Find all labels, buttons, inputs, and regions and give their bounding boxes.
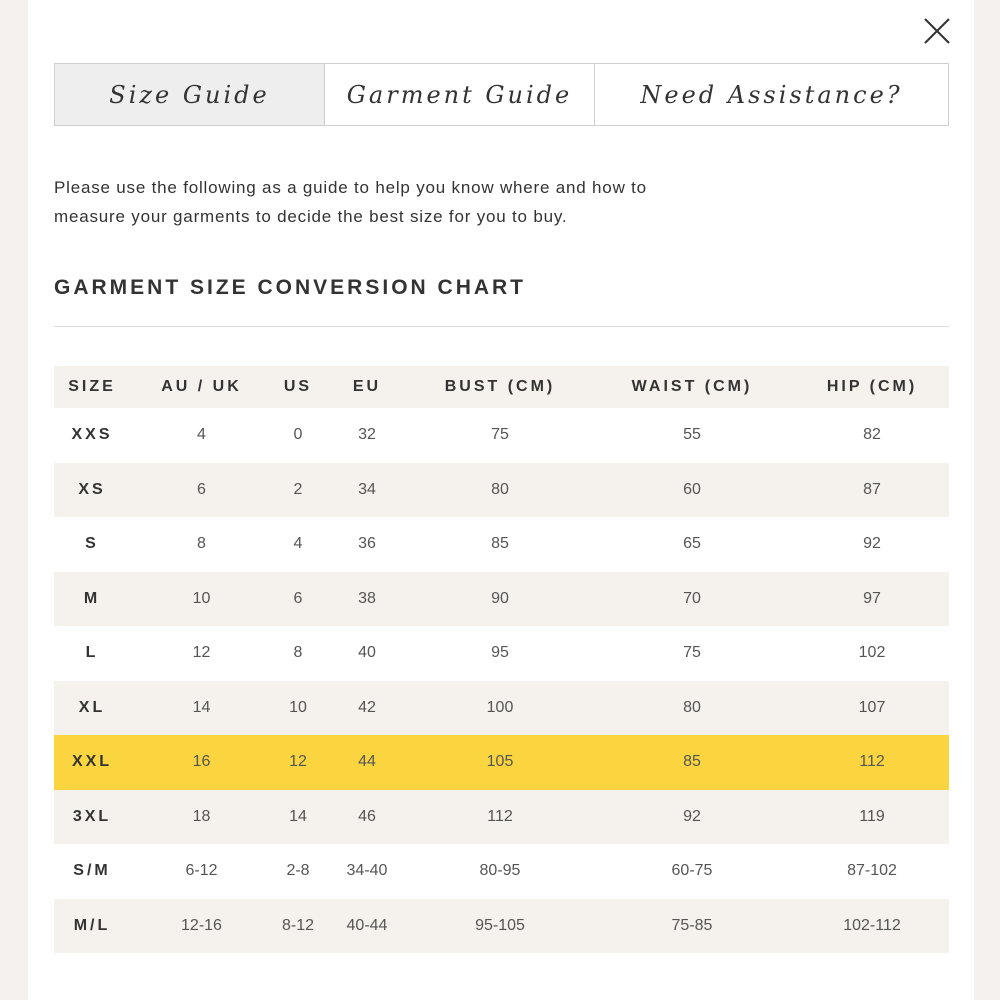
intro-line-1: Please use the following as a guide to help you know where and how to	[54, 178, 647, 197]
cell-size: M/L	[73, 916, 111, 934]
cell-eu: 46	[358, 807, 376, 825]
header-au-uk: AU / UK	[161, 378, 242, 395]
cell-eu: 42	[358, 698, 376, 716]
table-row	[54, 517, 949, 572]
cell-waist: 85	[683, 753, 701, 771]
header-waist: WAIST (CM)	[631, 378, 753, 395]
cell-us: 14	[289, 807, 307, 825]
guide-tabs	[54, 63, 949, 126]
close-button[interactable]	[922, 16, 952, 46]
cell-us: 2	[293, 480, 303, 498]
cell-us: 8-12	[281, 916, 315, 934]
cell-hip: 97	[863, 589, 881, 607]
table-body	[54, 408, 949, 953]
cell-us: 0	[293, 426, 303, 444]
cell-size: 3XL	[72, 807, 112, 825]
chart-title: GARMENT SIZE CONVERSION CHART	[54, 276, 527, 299]
header-hip: HIP (CM)	[826, 378, 918, 395]
cell-waist: 75	[683, 644, 701, 662]
cell-au-uk: 4	[197, 426, 206, 444]
table-row	[54, 899, 949, 954]
cell-waist: 70	[683, 589, 701, 607]
table-row	[54, 572, 949, 627]
cell-us: 2-8	[286, 862, 310, 880]
cell-bust: 80	[491, 480, 509, 498]
cell-bust: 75	[491, 426, 509, 444]
cell-au-uk: 6	[197, 480, 206, 498]
cell-eu: 36	[358, 535, 376, 553]
cell-size: M	[83, 589, 101, 607]
cell-eu: 34	[358, 480, 376, 498]
cell-waist: 75-85	[671, 916, 713, 934]
table-row-highlighted	[54, 735, 949, 790]
cell-hip: 87	[863, 480, 881, 498]
intro-line-2: measure your garments to decide the best size for you to buy.	[54, 207, 568, 226]
cell-hip: 112	[859, 753, 885, 771]
size-conversion-table	[54, 366, 949, 953]
cell-au-uk: 12	[192, 644, 211, 662]
cell-bust: 85	[491, 535, 509, 553]
header-us: US	[283, 378, 313, 395]
cell-waist: 60-75	[671, 862, 713, 880]
cell-bust: 105	[486, 753, 514, 771]
cell-size: S	[85, 535, 99, 553]
cell-size: XL	[78, 698, 106, 716]
cell-size: XS	[78, 480, 106, 498]
cell-eu: 38	[358, 589, 376, 607]
cell-au-uk: 10	[192, 589, 211, 607]
cell-hip: 102-112	[843, 916, 901, 934]
cell-size: XXL	[71, 753, 113, 771]
header-eu: EU	[352, 378, 382, 395]
cell-size: XXS	[71, 426, 113, 444]
cell-bust: 112	[487, 807, 513, 825]
cell-waist: 80	[683, 698, 701, 716]
cell-bust: 90	[491, 589, 509, 607]
cell-size: L	[85, 644, 99, 662]
header-size: SIZE	[68, 378, 116, 395]
cell-hip: 102	[858, 644, 886, 662]
cell-au-uk: 8	[197, 535, 206, 553]
tab-garment-guide[interactable]: Garment Guide	[324, 64, 594, 125]
cell-us: 8	[293, 644, 303, 662]
cell-hip: 119	[859, 807, 885, 825]
table-row	[54, 626, 949, 681]
intro-text	[54, 173, 754, 231]
cell-bust: 80-95	[479, 862, 521, 880]
size-guide-modal	[28, 0, 974, 1000]
cell-bust: 95	[491, 644, 509, 662]
cell-waist: 65	[683, 535, 701, 553]
cell-bust: 95-105	[475, 916, 525, 934]
cell-hip: 82	[863, 426, 881, 444]
header-bust: BUST (CM)	[444, 378, 556, 395]
tab-need-assistance[interactable]: Need Assistance?	[594, 64, 948, 125]
table-row	[54, 463, 949, 518]
cell-hip: 107	[858, 698, 886, 716]
cell-us: 4	[293, 535, 303, 553]
cell-au-uk: 18	[192, 807, 211, 825]
cell-us: 12	[289, 753, 307, 771]
cell-au-uk: 12-16	[181, 916, 222, 934]
cell-eu: 32	[358, 426, 376, 444]
cell-hip: 92	[863, 535, 881, 553]
cell-eu: 44	[358, 753, 376, 771]
close-icon	[922, 16, 952, 46]
cell-au-uk: 14	[192, 698, 211, 716]
divider	[54, 326, 949, 327]
cell-au-uk: 16	[192, 753, 211, 771]
cell-waist: 60	[683, 480, 701, 498]
cell-hip: 87-102	[847, 862, 897, 880]
cell-us: 10	[289, 698, 307, 716]
cell-au-uk: 6-12	[185, 862, 218, 880]
table-row	[54, 681, 949, 736]
table-row	[54, 408, 949, 463]
cell-eu: 40-44	[346, 916, 388, 934]
cell-eu: 34-40	[346, 862, 388, 880]
cell-bust: 100	[486, 698, 514, 716]
table-row	[54, 844, 949, 899]
cell-size: S/M	[73, 862, 111, 880]
cell-eu: 40	[358, 644, 376, 662]
cell-waist: 92	[683, 807, 701, 825]
table-header-row	[54, 366, 949, 408]
table-row	[54, 790, 949, 845]
cell-waist: 55	[683, 426, 701, 444]
tab-size-guide[interactable]: Size Guide	[55, 64, 324, 125]
cell-us: 6	[293, 589, 303, 607]
